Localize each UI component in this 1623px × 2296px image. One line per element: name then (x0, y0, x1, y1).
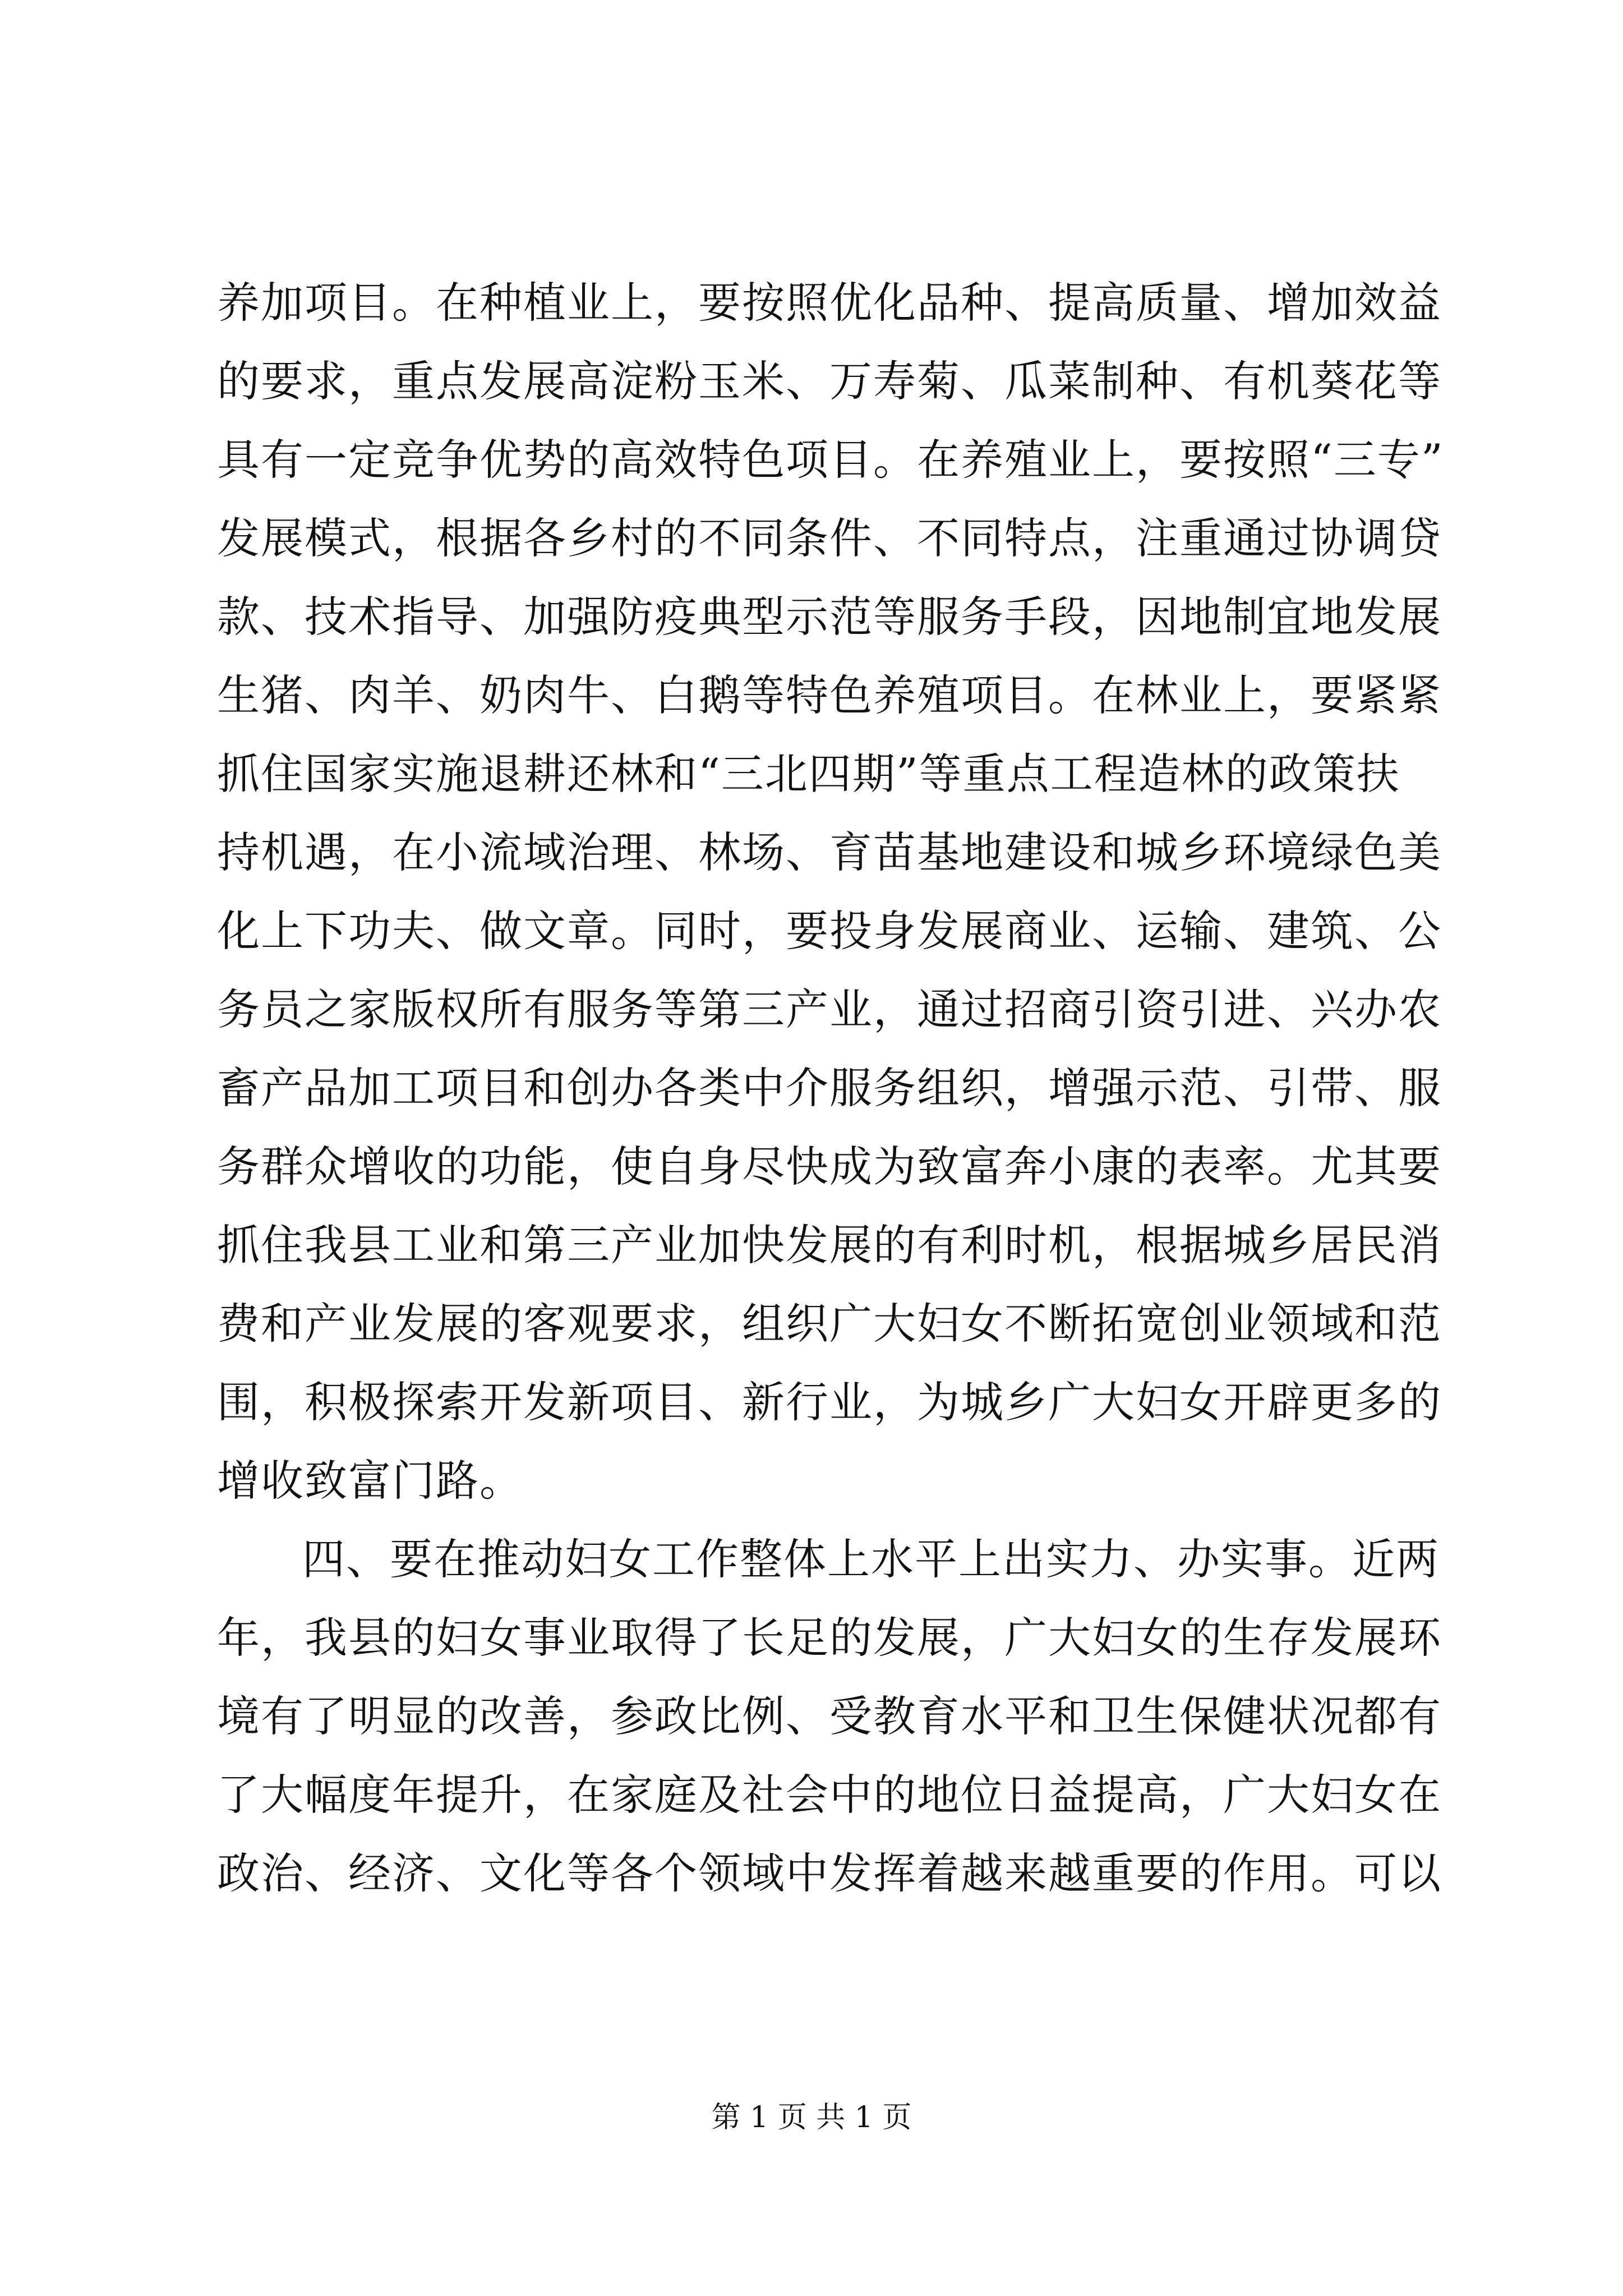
text-line: 增收致富门路。 (217, 1456, 523, 1506)
text-line: 发展模式，根据各乡村的不同条件、不同特点，注重通过协调贷 (217, 513, 1442, 563)
text-line: 费和产业发展的客观要求，组织广大妇女不断拓宽创业领域和范 (217, 1299, 1442, 1349)
text-line: 了大幅度年提升，在家庭及社会中的地位日益提高，广大妇女在 (217, 1770, 1442, 1820)
text-line: 境有了明显的改善，参政比例、受教育水平和卫生保健状况都有 (217, 1691, 1442, 1741)
text-line: 畜产品加工项目和创办各类中介服务组织，增强示范、引带、服 (217, 1063, 1442, 1113)
text-line: 围，积极探索开发新项目、新行业，为城乡广大妇女开辟更多的 (217, 1377, 1442, 1427)
text-line: 务群众增收的功能，使自身尽快成为致富奔小康的表率。尤其要 (217, 1142, 1442, 1191)
text-line: 养加项目。在种植业上，要按照优化品种、提高质量、增加效益 (217, 278, 1442, 328)
text-line: 化上下功夫、做文章。同时，要投身发展商业、运输、建筑、公 (217, 906, 1442, 956)
paragraph-start-line: 四、要在推动妇女工作整体上水平上出实力、办实事。近两 (302, 1534, 1440, 1584)
text-line: 生猪、肉羊、奶肉牛、白鹅等特色养殖项目。在林业上，要紧紧 (217, 670, 1442, 720)
text-line: 年，我县的妇女事业取得了长足的发展，广大妇女的生存发展环 (217, 1613, 1442, 1663)
text-line: 抓住国家实施退耕还林和“三北四期”等重点工程造林的政策扶 (217, 749, 1400, 799)
text-line: 政治、经济、文化等各个领域中发挥着越来越重要的作用。可以 (217, 1848, 1442, 1898)
body-text (217, 264, 1444, 1913)
text-line: 务员之家版权所有服务等第三产业，通过招商引资引进、兴办农 (217, 984, 1442, 1034)
text-line: 具有一定竞争优势的高效特色项目。在养殖业上，要按照“三专” (217, 435, 1444, 485)
text-line: 持机遇，在小流域治理、林场、育苗基地建设和城乡环境绿色美 (217, 827, 1442, 877)
text-line: 款、技术指导、加强防疫典型示范等服务手段，因地制宜地发展 (217, 592, 1442, 642)
page-footer: 第 1 页 共 1 页 (711, 2101, 912, 2134)
text-line: 的要求，重点发展高淀粉玉米、万寿菊、瓜菜制种、有机葵花等 (217, 356, 1442, 406)
text-line: 抓住我县工业和第三产业加快发展的有利时机，根据城乡居民消 (217, 1220, 1442, 1270)
